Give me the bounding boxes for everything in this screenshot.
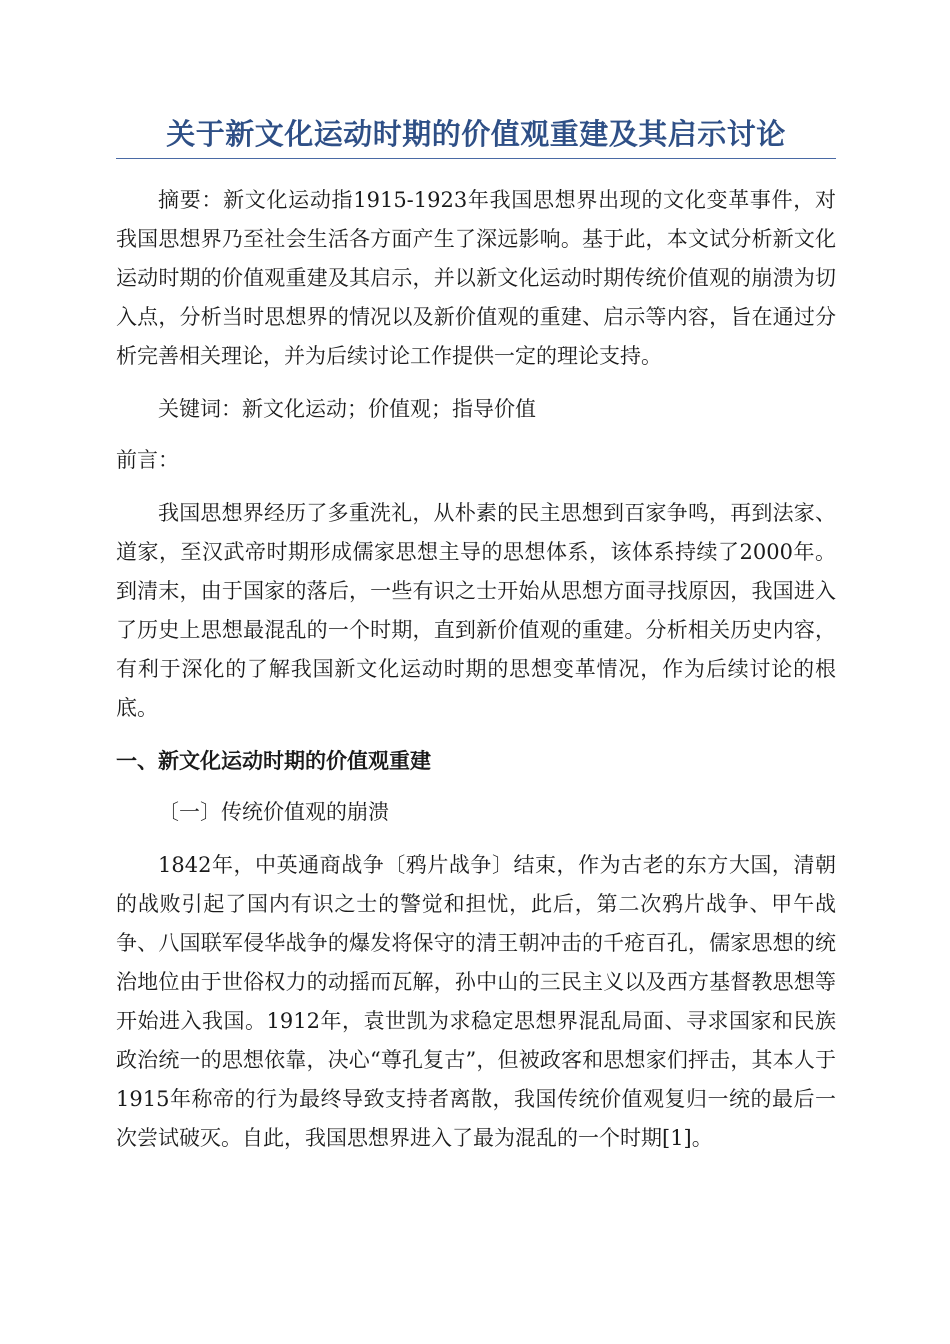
subsection-body-1-1: 1842年，中英通商战争〔鸦片战争〕结束，作为古老的东方大国，清朝的战败引起了国内有识之士的警觉和担忧，此后，第二次鸦片战争、甲午战争、八国联军侵华战争的爆发将保守的清王朝冲击的千疮百孔，儒家思想的统治地位由于世俗权力的动摇而瓦解，孙中山的三民主义以及西方基督教思想等开始进入我国。1912年，袁世凯为求稳定思想界混乱局面、寻求国家和民族政治统一的思想依靠，决心“尊孔复古”，但被政客和思想家们抨击，其本人于1915年称帝的行为最终导致支持者离散，我国传统价值观复归一统的最后一次尝试破灭。自此，我国思想界进入了最为混乱的一个时期[1]。 <box>116 853 836 1150</box>
document-title: 关于新文化运动时期的价值观重建及其启示讨论 <box>116 112 836 159</box>
preface-paragraph: 我国思想界经历了多重洗礼，从朴素的民主思想到百家争鸣，再到法家、道家，至汉武帝时期形成儒家思想主导的思想体系，该体系持续了2000年。到清末，由于国家的落后，一些有识之士开始从思想方面寻找原因，我国进入了历史上思想最混乱的一个时期，直到新价值观的重建。分析相关历史内容，有利于深化的了解我国新文化运动时期的思想变革情况，作为后续讨论的根底。 <box>116 501 836 720</box>
document-page <box>116 112 836 1158</box>
subsection-heading-1-1: 〔一〕传统价值观的崩溃 <box>158 800 389 824</box>
preface-label: 前言： <box>116 448 179 472</box>
section-heading-1: 一、新文化运动时期的价值观重建 <box>116 749 431 773</box>
abstract-paragraph: 摘要：新文化运动指1915-1923年我国思想界出现的文化变革事件，对我国思想界乃至社会生活各方面产生了深远影响。基于此，本文试分析新文化运动时期的价值观重建及其启示，并以新文化运动时期传统价值观的崩溃为切入点，分析当时思想界的情况以及新价值观的重建、启示等内容，旨在通过分析完善相关理论，并为后续讨论工作提供一定的理论支持。 <box>116 188 836 368</box>
keywords-line: 关键词：新文化运动；价值观；指导价值 <box>158 397 536 421</box>
